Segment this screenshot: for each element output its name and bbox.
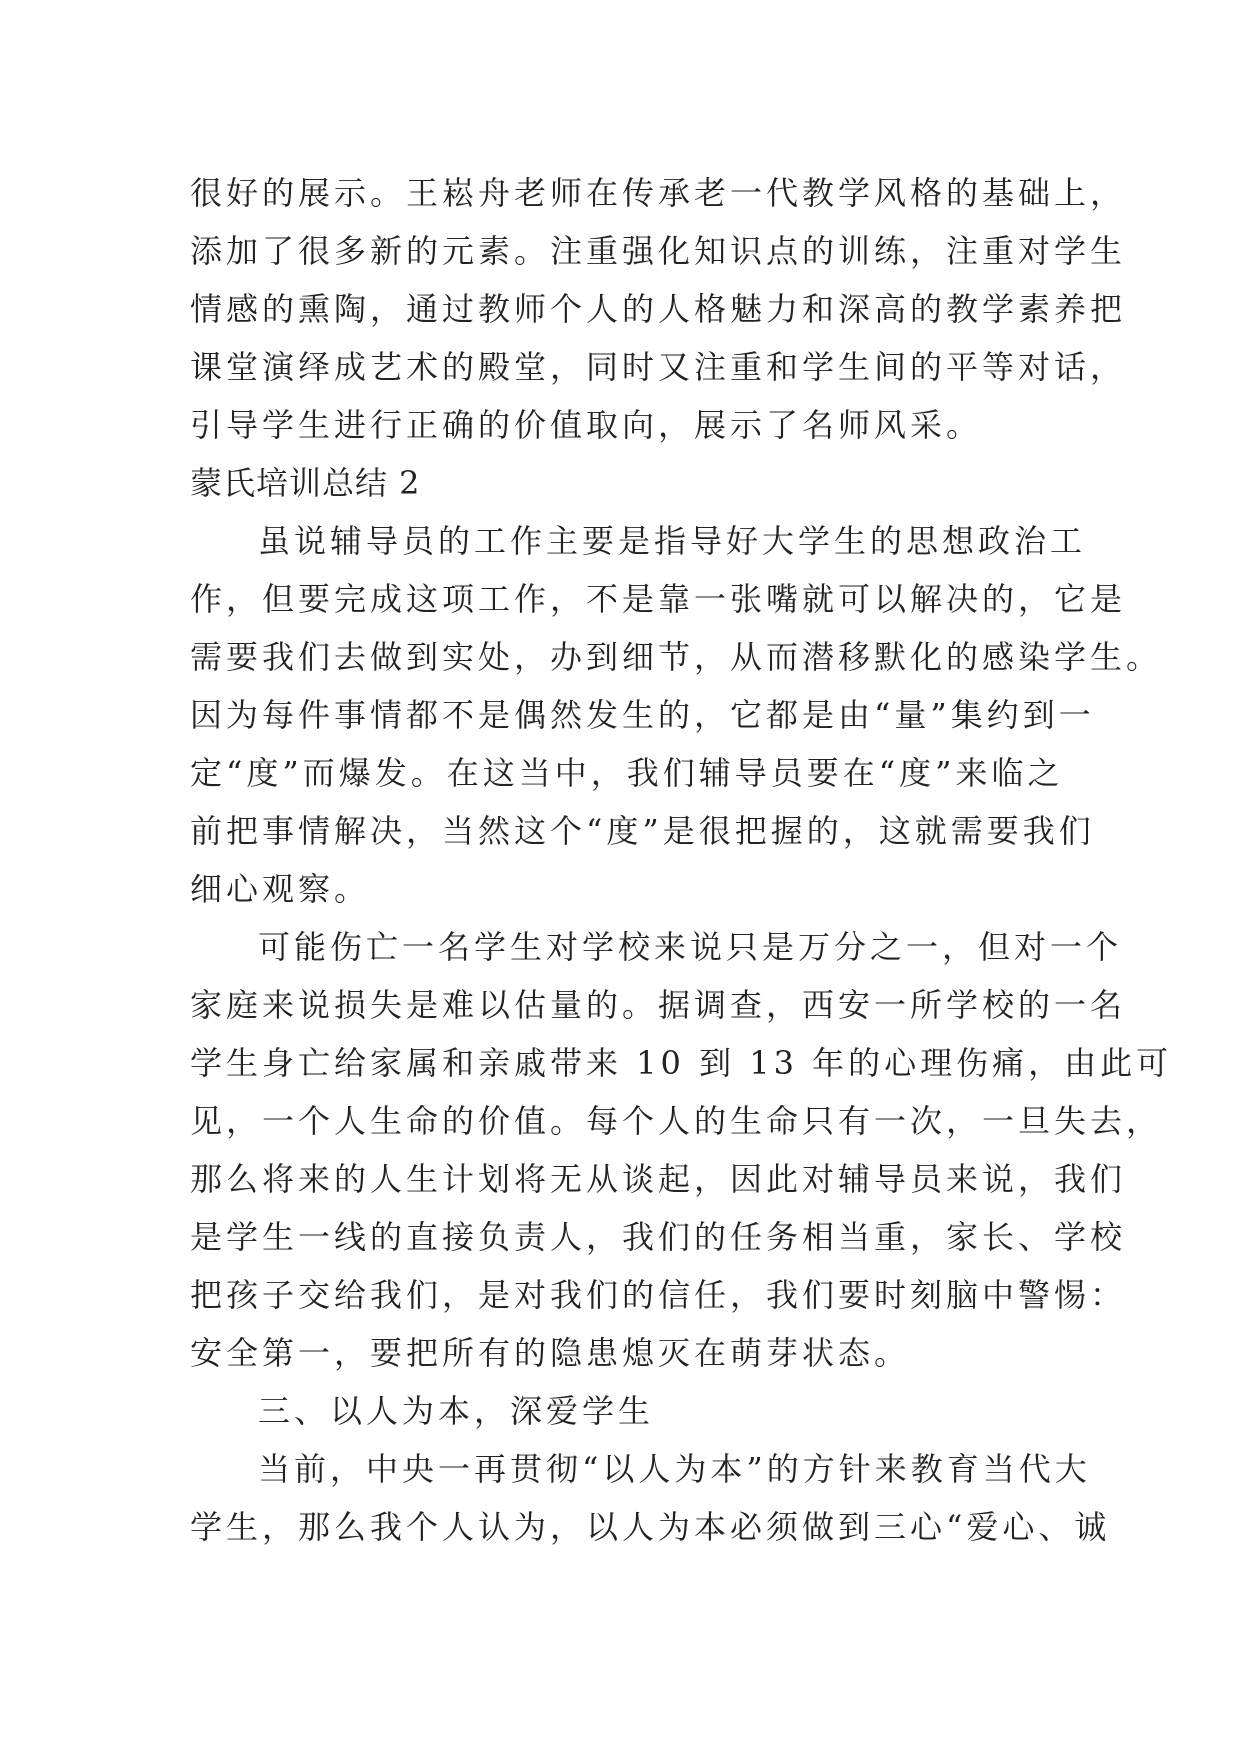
text-line: 课堂演绎成艺术的殿堂，同时又注重和学生间的平等对话， (190, 348, 1127, 386)
paragraph-first-line: 可能伤亡一名学生对学校来说只是万分之一，但对一个 (258, 928, 1123, 966)
text-line: 学生，那么我个人认为，以人为本必须做到三心“爱心、诚 (190, 1508, 1111, 1546)
text-line: 家庭来说损失是难以估量的。据调查，西安一所学校的一名 (190, 986, 1127, 1024)
text-line: 很好的展示。王崧舟老师在传承老一代教学风格的基础上， (190, 174, 1127, 212)
text-line: 把孩子交给我们，是对我们的信任，我们要时刻脑中警惕： (190, 1276, 1127, 1314)
text-line: 学生身亡给家属和亲戚带来 10 到 13 年的心理伤痛，由此可 (190, 1044, 1173, 1082)
text-line: 细心观察。 (190, 870, 371, 908)
section-heading: 蒙氏培训总结 2 (190, 464, 421, 502)
text-line: 是学生一线的直接负责人，我们的任务相当重，家长、学校 (190, 1218, 1127, 1256)
paragraph-first-line: 当前，中央一再贯彻“以人为本”的方针来教育当代大 (258, 1450, 1091, 1488)
text-line: 需要我们去做到实处，办到细节，从而潜移默化的感染学生。 (190, 638, 1163, 676)
text-line: 添加了很多新的元素。注重强化知识点的训练，注重对学生 (190, 232, 1127, 270)
text-line: 作，但要完成这项工作，不是靠一张嘴就可以解决的，它是 (190, 580, 1127, 618)
text-line: 前把事情解决，当然这个“度”是很把握的，这就需要我们 (190, 812, 1095, 850)
text-line: 那么将来的人生计划将无从谈起，因此对辅导员来说，我们 (190, 1160, 1127, 1198)
text-line: 安全第一，要把所有的隐患熄灭在萌芽状态。 (190, 1334, 911, 1372)
document-body (190, 164, 1173, 1556)
text-line: 因为每件事情都不是偶然发生的，它都是由“量”集约到一 (190, 696, 1095, 734)
subsection-heading: 三、以人为本，深爱学生 (258, 1392, 655, 1430)
text-line: 定“度”而爆发。在这当中，我们辅导员要在“度”来临之 (190, 754, 1064, 792)
text-line: 见，一个人生命的价值。每个人的生命只有一次，一旦失去， (190, 1102, 1163, 1140)
paragraph-first-line: 虽说辅导员的工作主要是指导好大学生的思想政治工 (258, 522, 1087, 560)
text-line: 引导学生进行正确的价值取向，展示了名师风采。 (190, 406, 983, 444)
text-line: 情感的熏陶，通过教师个人的人格魅力和深高的教学素养把 (190, 290, 1127, 328)
